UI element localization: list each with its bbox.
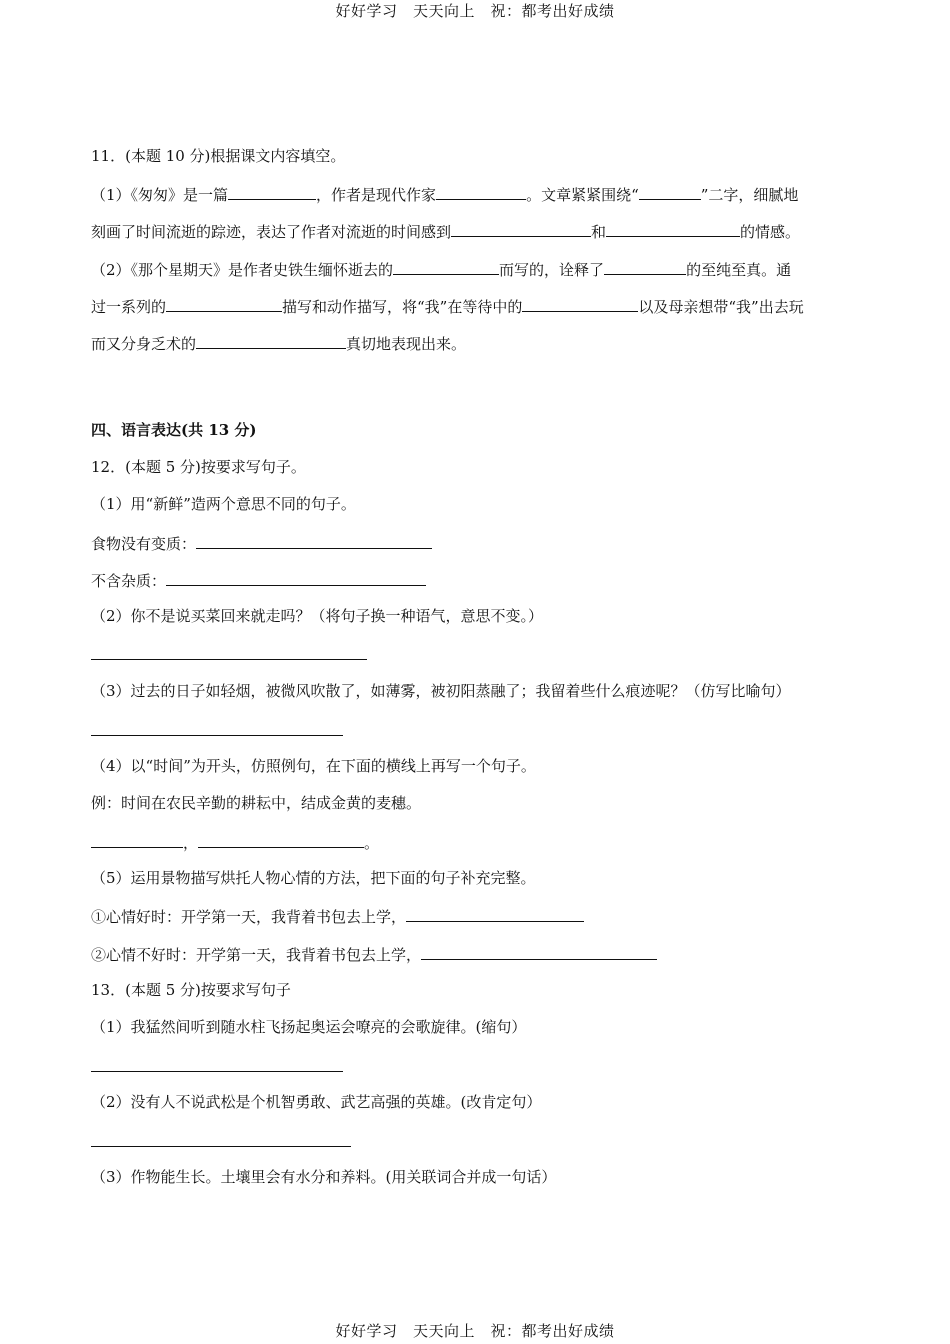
q11-l1a: （1）《匆匆》是一篇 [91,186,229,204]
q11-l1d: ”二字，细腻地 [700,186,799,204]
q11-line3 [91,258,791,280]
q11-line4 [91,295,804,317]
answer-line[interactable] [91,735,343,736]
q13-part2: （2）没有人不说武松是个机智勇敢、武艺高强的英雄。(改肯定句） [91,1093,542,1111]
blank-line[interactable] [639,183,701,200]
q11-l1c: 。文章紧紧围绕“ [526,186,639,204]
period: 。 [364,834,380,852]
q11-line5 [91,332,466,354]
q11-l3c: 的至纯至真。通 [686,261,792,279]
q11-l1b: ，作者是现代作家 [316,186,437,204]
q11-l4a: 过一系列的 [91,298,167,316]
q13-part1: （1）我猛然间听到随水柱飞扬起奥运会嘹亮的会歌旋律。(缩句） [91,1018,527,1036]
blank-line[interactable] [393,258,499,275]
comma: ， [183,834,199,852]
q12-part4-example: 例：时间在农民辛勤的耕耘中，结成金黄的麦穗。 [91,794,422,812]
answer-line[interactable] [91,831,183,848]
q13-part3: （3）作物能生长。土壤里会有水分和养料。(用关联词合并成一句话） [91,1168,557,1186]
q12-part5a-label: ①心情好时：开学第一天，我背着书包去上学， [91,908,407,926]
blank-line[interactable] [196,332,346,349]
q11-line1 [91,183,798,205]
q12-part4: （4）以“时间”为开头，仿照例句，在下面的横线上再写一个句子。 [91,757,536,775]
answer-line[interactable] [421,943,657,960]
blank-line[interactable] [166,295,282,312]
answer-line[interactable] [91,1071,343,1072]
q11-l5b: 真切地表现出来。 [346,335,467,353]
q13-title: 13．(本题 5 分)按要求写句子 [91,981,291,999]
q11-l4b: 描写和动作描写，将“我”在等待中的 [282,298,523,316]
answer-line[interactable] [91,1146,351,1147]
answer-line[interactable] [166,569,426,586]
blank-line[interactable] [228,183,316,200]
page-footer: 好好学习 天天向上 祝：都考出好成绩 [335,1322,615,1340]
blank-line[interactable] [436,183,526,200]
answer-line[interactable] [198,831,364,848]
q12-part5a [91,905,584,927]
q11-l2b: 和 [591,223,607,241]
q11-l3a: （2）《那个星期天》是作者史铁生缅怀逝去的 [91,261,394,279]
blank-line[interactable] [604,258,686,275]
blank-line[interactable] [522,295,638,312]
q11-l5a: 而又分身乏术的 [91,335,197,353]
q11-l2c: 的情感。 [740,223,801,241]
q12-part4-answer [91,831,379,853]
blank-line[interactable] [606,220,740,237]
q12-part1b-label: 不含杂质： [91,572,167,590]
q12-part1a-label: 食物没有变质： [91,535,197,553]
q12-part2: （2）你不是说买菜回来就走吗？（将句子换一种语气，意思不变。） [91,607,544,625]
answer-line[interactable] [91,659,367,660]
q12-title: 12．(本题 5 分)按要求写句子。 [91,458,306,476]
q12-part5b [91,943,657,965]
q12-part3: （3）过去的日子如轻烟，被微风吹散了，如薄雾，被初阳蒸融了；我留着些什么痕迹呢？（仿写比喻句） [91,682,791,700]
page-header: 好好学习 天天向上 祝：都考出好成绩 [335,2,615,20]
answer-line[interactable] [406,905,584,922]
q12-part5: （5）运用景物描写烘托人物心情的方法，把下面的句子补充完整。 [91,869,536,887]
q11-line2 [91,220,800,242]
q12-part1a [91,532,432,554]
q11-l3b: 而写的，诠释了 [499,261,605,279]
q12-part5b-label: ②心情不好时：开学第一天，我背着书包去上学， [91,946,422,964]
blank-line[interactable] [451,220,591,237]
q11-title: 11．(本题 10 分)根据课文内容填空。 [91,147,346,165]
q11-l4c: 以及母亲想带“我”出去玩 [638,298,804,316]
q12-part1: （1）用“新鲜”造两个意思不同的句子。 [91,495,356,513]
section-heading: 四、语言表达(共 13 分) [91,421,257,439]
q12-part1b [91,569,426,591]
q11-l2a: 刻画了时间流逝的踪迹，表达了作者对流逝的时间感到 [91,223,452,241]
answer-line[interactable] [196,532,432,549]
